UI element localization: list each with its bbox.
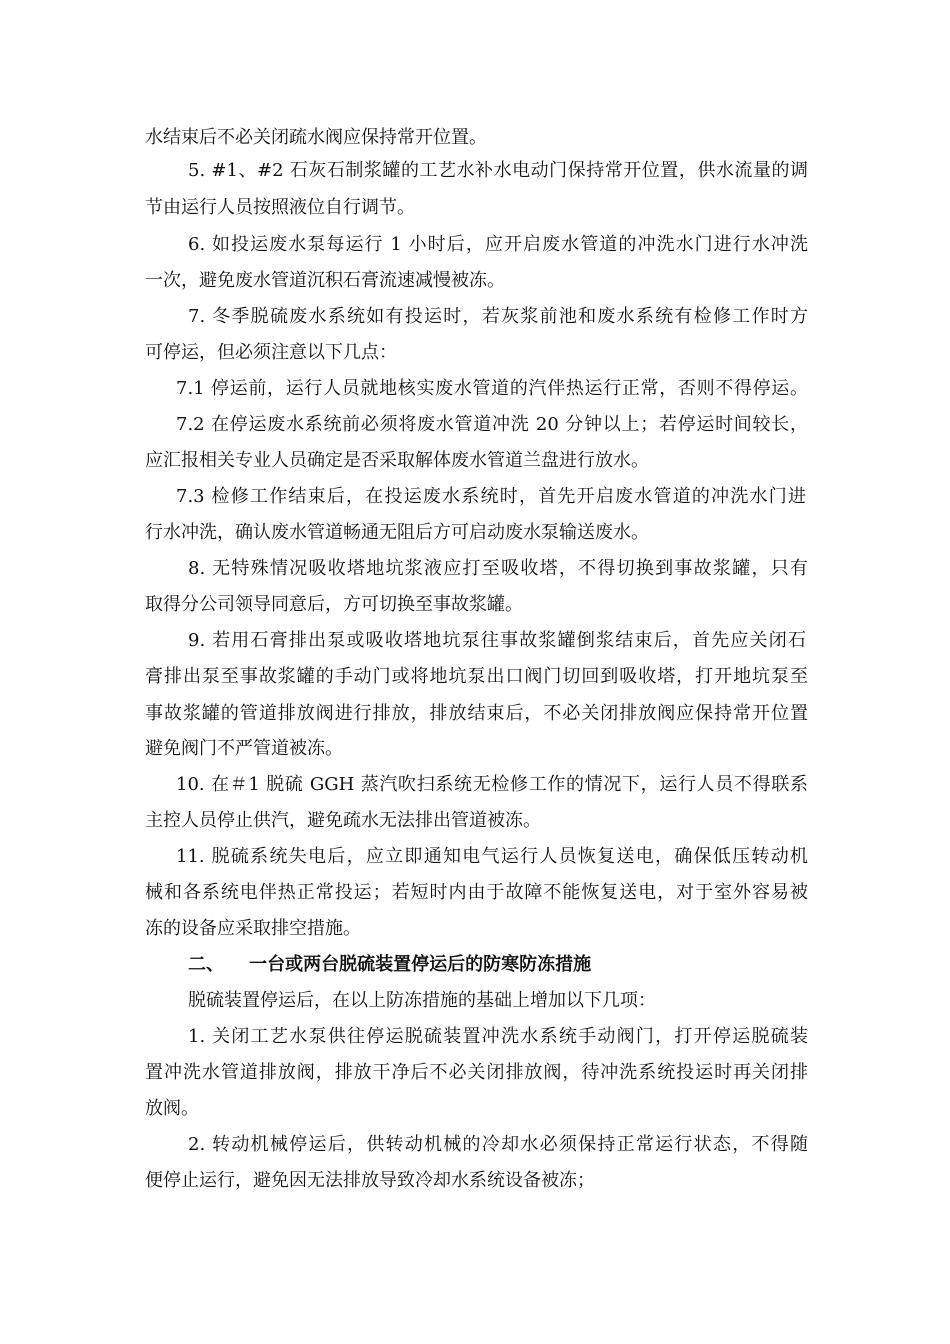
section-heading: 二、 一台或两台脱硫装置停运后的防寒防冻措施 [188, 954, 592, 975]
text-line: 7. 冬季脱硫废水系统如有投运时，若灰浆前池和废水系统有检修工作时方 [188, 306, 808, 327]
text-line: 行水冲洗，确认废水管道畅通无阻后方可启动废水泵输送废水。 [145, 522, 649, 543]
text-line: 1. 关闭工艺水泵供往停运脱硫装置冲洗水系统手动阀门，打开停运脱硫装 [188, 1026, 808, 1047]
text-line: 一次，避免废水管道沉积石膏流速减慢被冻。 [145, 270, 505, 291]
text-line: 事故浆罐的管道排放阀进行排放，排放结束后，不必关闭排放阀应保持常开位置 [145, 703, 808, 724]
text-line: 7.3 检修工作结束后，在投运废水系统时，首先开启废水管道的冲洗水门进 [176, 486, 806, 507]
text-line: 7.2 在停运废水系统前必须将废水管道冲洗 20 分钟以上；若停运时间较长， [176, 414, 808, 435]
text-line: 取得分公司领导同意后，方可切换至事故浆罐。 [145, 594, 523, 615]
text-line: 应汇报相关专业人员确定是否采取解体废水管道兰盘进行放水。 [145, 450, 649, 471]
text-line: 冻的设备应采取排空措施。 [145, 918, 361, 939]
text-line: 8. 无特殊情况吸收塔地坑浆液应打至吸收塔，不得切换到事故浆罐，只有 [188, 558, 808, 579]
text-line: 主控人员停止供汽，避免疏水无法排出管道被冻。 [145, 810, 541, 831]
text-line: 膏排出泵至事故浆罐的手动门或将地坑泵出口阀门切回到吸收塔，打开地坑泵至 [145, 666, 808, 687]
text-line: 2. 转动机械停运后，供转动机械的冷却水必须保持正常运行状态，不得随 [188, 1134, 808, 1155]
text-line: 械和各系统电伴热正常投运；若短时内由于故障不能恢复送电，对于室外容易被 [145, 882, 808, 903]
text-line: 便停止运行，避免因无法排放导致冷却水系统设备被冻； [145, 1170, 595, 1191]
text-line: 7.1 停运前，运行人员就地核实废水管道的汽伴热运行正常，否则不得停运。 [176, 378, 808, 399]
text-line: 脱硫装置停运后，在以上防冻措施的基础上增加以下几项： [188, 990, 656, 1011]
text-line: 节由运行人员按照液位自行调节。 [145, 197, 415, 218]
text-line: 置冲洗水管道排放阀，排放干净后不必关闭排放阀，待冲洗系统投运时再关闭排 [145, 1062, 808, 1083]
text-line: 10. 在＃1 脱硫 GGH 蒸汽吹扫系统无检修工作的情况下，运行人员不得联系 [176, 774, 808, 795]
text-line: 可停运，但必须注意以下几点： [145, 342, 397, 363]
text-line: 9. 若用石膏排出泵或吸收塔地坑泵往事故浆罐倒浆结束后，首先应关闭石 [188, 630, 806, 651]
text-line: 避免阀门不严管道被冻。 [145, 738, 343, 759]
text-line: 水结束后不必关闭疏水阀应保持常开位置。 [145, 127, 487, 148]
text-line: 5. #1、#2 石灰石制浆罐的工艺水补水电动门保持常开位置，供水流量的调 [188, 160, 808, 181]
text-line: 6. 如投运废水泵每运行 1 小时后，应开启废水管道的冲洗水门进行水冲洗 [188, 234, 808, 255]
text-line: 放阀。 [145, 1098, 199, 1119]
text-line: 11. 脱硫系统失电后，应立即通知电气运行人员恢复送电，确保低压转动机 [176, 846, 808, 867]
